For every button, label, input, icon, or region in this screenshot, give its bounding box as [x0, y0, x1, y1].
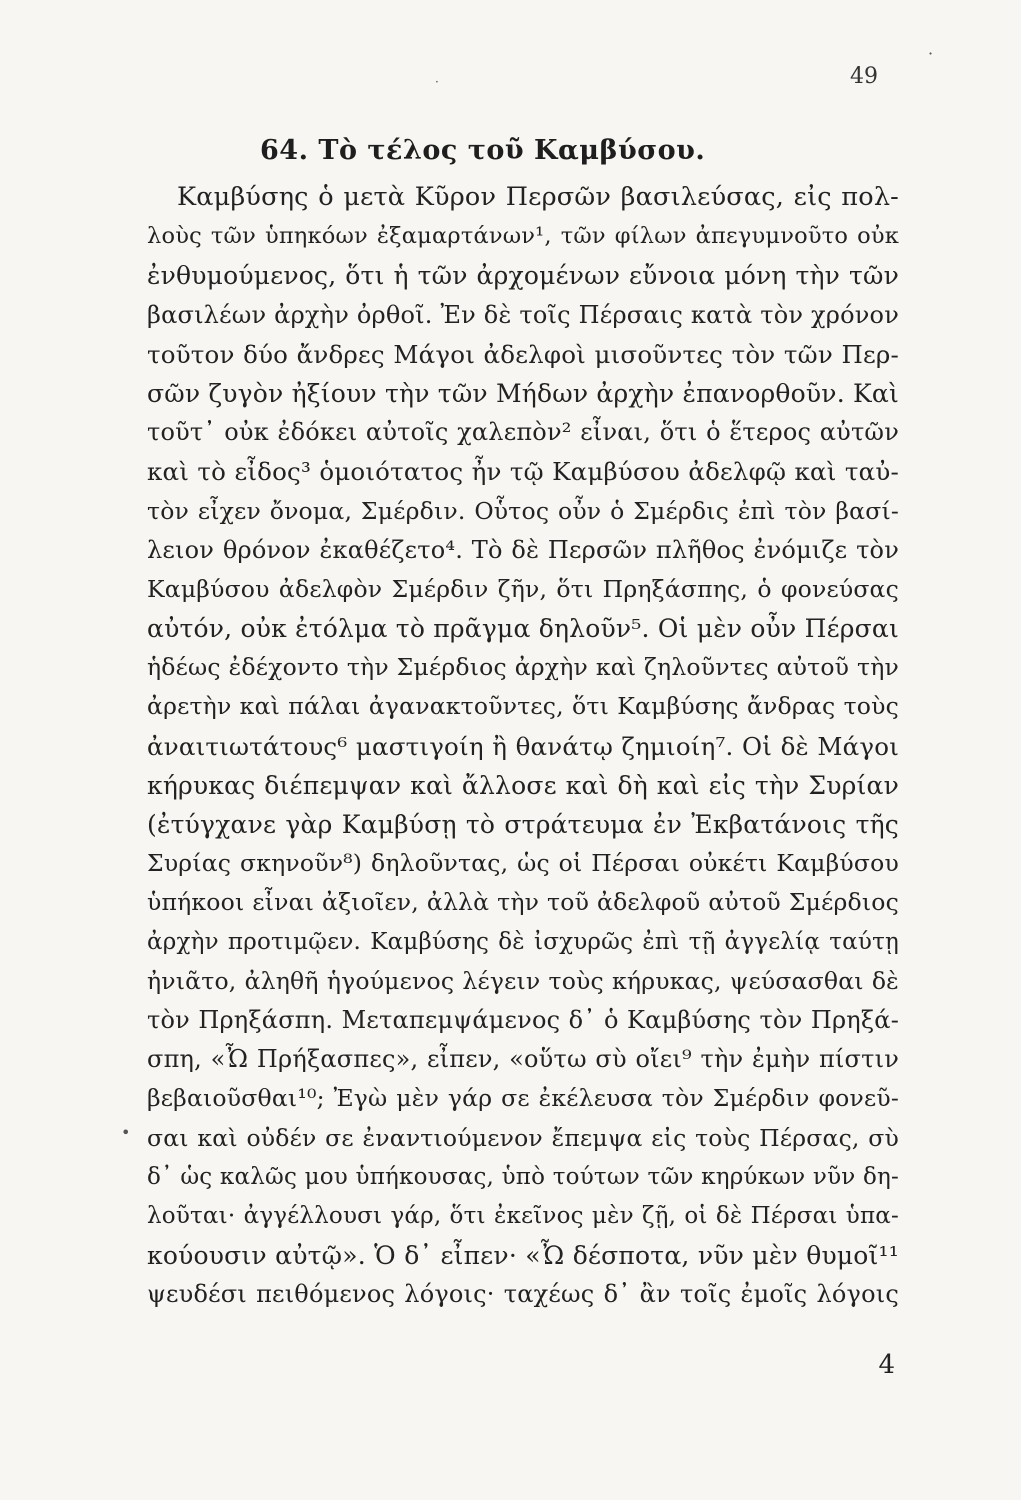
printer-signature: 4 [878, 1350, 895, 1380]
text-line: δ᾽ ὡς καλῶς μου ὑπήκουσας, ὑπὸ τούτων τῶν κηρύκων νῦν δη- [147, 1163, 899, 1190]
text-line: τοῦτ᾽ οὐκ ἐδόκει αὐτοῖς χαλεπὸν² εἶναι, ὅτι ὁ ἕτερος αὐτῶν [147, 418, 899, 447]
text-line: ἐνθυμούμενος, ὅτι ἡ τῶν ἀρχομένων εὔνοια μόνη τὴν τῶν [147, 261, 899, 291]
text-line: βασιλέων ἀρχὴν ὀρθοῖ. Ἐν δὲ τοῖς Πέρσαις κατὰ τὸν χρόνον [147, 300, 899, 329]
text-line: ἀναιτιωτάτους⁶ μαστιγοίη ἢ θανάτῳ ζημιοίη⁷. Οἱ δὲ Μάγοι [147, 731, 899, 761]
text-line: Συρίας σκηνοῦν⁸) δηλοῦντας, ὡς οἱ Πέρσαι οὐκέτι Καμβύσου [147, 849, 899, 878]
text-line: βεβαιοῦσθαι¹⁰; Ἐγὼ μὲν γάρ σε ἐκέλευσα τὸν Σμέρδιν φονεῦ- [147, 1084, 899, 1113]
text-line: ὑπήκοοι εἶναι ἀξιοῖεν, ἀλλὰ τὴν τοῦ ἀδελφοῦ αὐτοῦ Σμέρδιος [147, 888, 899, 917]
text-line: σῶν ζυγὸν ἠξίουν τὴν τῶν Μήδων ἀρχὴν ἐπανορθοῦν. Καὶ [147, 378, 899, 408]
text-line: λοῦται· ἀγγέλλουσι γάρ, ὅτι ἐκεῖνος μὲν ζῇ, οἱ δὲ Πέρσαι ὑπα- [147, 1202, 899, 1229]
text-line: Καμβύσης ὁ μετὰ Κῦρον Περσῶν βασιλεύσας, εἰς πολ- [177, 182, 899, 212]
speck-mark: · [435, 75, 439, 89]
speck-mark: • [121, 1123, 131, 1142]
text-line: ψευδέσι πειθόμενος λόγοις· ταχέως δ᾽ ἂν τοῖς ἐμοῖς λόγοις [147, 1280, 899, 1309]
text-line: τὸν εἶχεν ὄνομα, Σμέρδιν. Οὗτος οὖν ὁ Σμέρδις ἐπὶ τὸν βασί- [147, 496, 899, 525]
text-line: ἠνιᾶτο, ἀληθῆ ἡγούμενος λέγειν τοὺς κήρυκας, ψεύσασθαι δὲ [147, 966, 899, 995]
text-line: σπη, «Ὦ Πρήξασπες», εἶπεν, «οὕτω σὺ οἴει⁹ τὴν ἐμὴν πίστιν [147, 1045, 899, 1074]
text-line: αὐτόν, οὐκ ἐτόλμα τὸ πρᾶγμα δηλοῦν⁵. Οἱ μὲν οὖν Πέρσαι [147, 614, 899, 644]
text-line: σαι καὶ οὐδέν σε ἐναντιούμενον ἔπεμψα εἰς τοὺς Πέρσας, σὺ [147, 1123, 899, 1152]
text-line: Καμβύσου ἀδελφὸν Σμέρδιν ζῆν, ὅτι Πρηξάσπης, ὁ φονεύσας [147, 574, 899, 603]
body-text [147, 178, 899, 1314]
text-line: ἀρχὴν προτιμῷεν. Καμβύσης δὲ ἰσχυρῶς ἐπὶ τῇ ἀγγελίᾳ ταύτῃ [147, 928, 899, 955]
text-line: λοὺς τῶν ὑπηκόων ἐξαμαρτάνων¹, τῶν φίλων ἀπεγυμνοῦτο οὐκ [147, 223, 899, 250]
text-line: καὶ τὸ εἶδος³ ὁμοιότατος ἦν τῷ Καμβύσου ἀδελφῷ καὶ ταὐ- [147, 457, 899, 487]
section-heading: 64. Τὸ τέλος τοῦ Καμβύσου. [260, 135, 706, 166]
speck-mark: · [928, 44, 934, 63]
page-number: 49 [850, 64, 878, 89]
text-line: ἡδέως ἐδέχοντο τὴν Σμέρδιος ἀρχὴν καὶ ζηλοῦντες αὐτοῦ τὴν [147, 653, 899, 682]
text-line: κούουσιν αὐτῷ». Ὁ δ᾽ εἶπεν· «Ὦ δέσποτα, νῦν μὲν θυμοῖ¹¹ [147, 1241, 899, 1271]
text-line: ἀρετὴν καὶ πάλαι ἀγανακτοῦντες, ὅτι Καμβύσης ἄνδρας τοὺς [147, 692, 899, 721]
text-line: (ἐτύγχανε γὰρ Καμβύσῃ τὸ στράτευμα ἐν Ἐκβατάνοις τῆς [147, 810, 899, 839]
text-line: τοῦτον δύο ἄνδρες Μάγοι ἀδελφοὶ μισοῦντες τὸν τῶν Περ- [147, 339, 899, 369]
text-line: τὸν Πρηξάσπη. Μεταπεμψάμενος δ᾽ ὁ Καμβύσης τὸν Πρηξά- [147, 1005, 899, 1034]
text-line: λειον θρόνον ἐκαθέζετο⁴. Τὸ δὲ Περσῶν πλῆθος ἐνόμιζε τὸν [147, 535, 899, 564]
text-line: κήρυκας διέπεμψαν καὶ ἄλλοσε καὶ δὴ καὶ εἰς τὴν Συρίαν [147, 770, 899, 800]
